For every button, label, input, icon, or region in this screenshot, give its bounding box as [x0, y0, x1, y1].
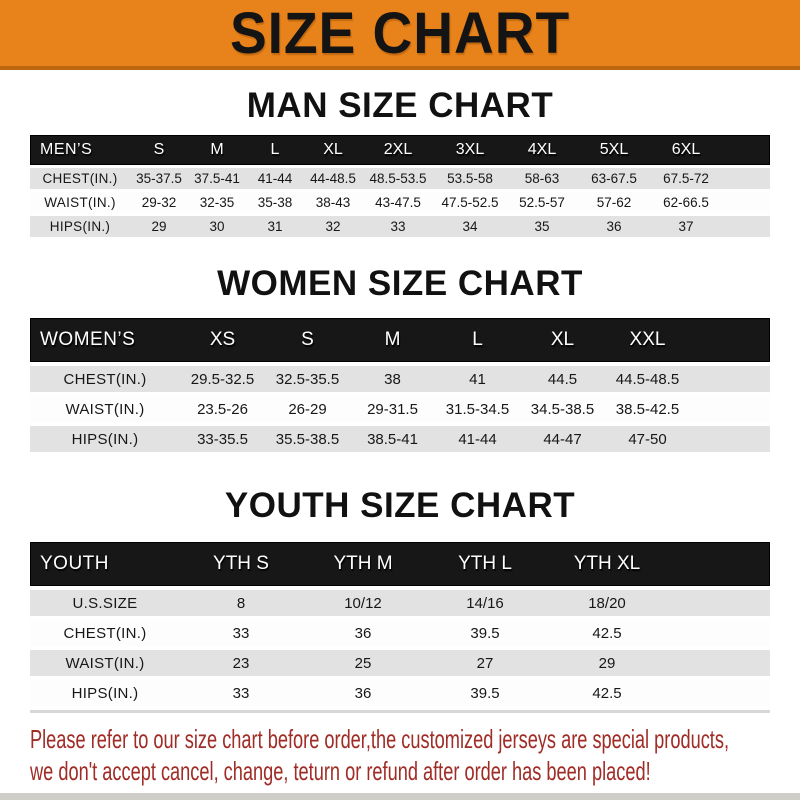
row-label: HIPS(IN.) [30, 680, 180, 706]
row-spacer [722, 168, 770, 189]
size-value-cell: 32 [304, 216, 362, 237]
size-value-cell: 44.5 [520, 366, 605, 392]
table-row [30, 620, 770, 646]
size-value-cell: 23.5-26 [180, 396, 265, 422]
size-value-cell: 31 [246, 216, 304, 237]
row-spacer [722, 216, 770, 237]
table-row [30, 168, 770, 189]
size-value-cell: 31.5-34.5 [435, 396, 520, 422]
size-value-cell: 29 [546, 650, 668, 676]
size-chart-table [30, 538, 770, 710]
size-column-header: 2XL [362, 135, 434, 165]
size-column-header: 4XL [506, 135, 578, 165]
size-value-cell: 32-35 [188, 192, 246, 213]
row-spacer [690, 396, 770, 422]
size-value-cell: 33 [180, 680, 302, 706]
size-value-cell: 32.5-35.5 [265, 366, 350, 392]
banner [0, 0, 800, 70]
row-spacer [690, 426, 770, 452]
size-value-cell: 36 [302, 680, 424, 706]
banner-title: SIZE CHART [229, 0, 571, 66]
table-header-bar [30, 318, 770, 362]
size-value-cell: 33 [180, 620, 302, 646]
header-spacer [690, 318, 770, 362]
row-spacer [668, 620, 770, 646]
size-column-header: YTH XL [546, 542, 668, 586]
size-value-cell: 41-44 [246, 168, 304, 189]
row-label: HIPS(IN.) [30, 216, 130, 237]
size-value-cell: 37.5-41 [188, 168, 246, 189]
size-value-cell: 23 [180, 650, 302, 676]
size-value-cell: 53.5-58 [434, 168, 506, 189]
size-value-cell: 30 [188, 216, 246, 237]
footer-disclaimer [30, 723, 800, 787]
row-label: U.S.SIZE [30, 590, 180, 616]
size-value-cell: 38.5-41 [350, 426, 435, 452]
size-value-cell: 35.5-38.5 [265, 426, 350, 452]
size-value-cell: 25 [302, 650, 424, 676]
size-value-cell: 39.5 [424, 620, 546, 646]
table-row [30, 192, 770, 213]
size-value-cell: 43-47.5 [362, 192, 434, 213]
youth-table-bottom-divider [30, 710, 770, 713]
row-spacer [668, 650, 770, 676]
size-value-cell: 38.5-42.5 [605, 396, 690, 422]
size-value-cell: 8 [180, 590, 302, 616]
size-value-cell: 44-47 [520, 426, 605, 452]
size-value-cell: 10/12 [302, 590, 424, 616]
womens-size-table [30, 314, 770, 456]
women-size-section [0, 264, 800, 456]
size-column-header: L [246, 135, 304, 165]
table-row [30, 216, 770, 237]
table-header-bar [30, 135, 770, 165]
youth-section-heading: YOUTH SIZE CHART [224, 486, 576, 525]
table-row [30, 396, 770, 422]
row-label: WAIST(IN.) [30, 396, 180, 422]
size-value-cell: 29-32 [130, 192, 188, 213]
header-spacer [668, 542, 770, 586]
size-column-header: 5XL [578, 135, 650, 165]
size-value-cell: 36 [578, 216, 650, 237]
bottom-edge-strip [0, 793, 800, 800]
table-corner-label: MEN’S [30, 135, 130, 165]
size-value-cell: 36 [302, 620, 424, 646]
size-value-cell: 63-67.5 [578, 168, 650, 189]
size-value-cell: 35-38 [246, 192, 304, 213]
size-value-cell: 14/16 [424, 590, 546, 616]
size-column-header: YTH M [302, 542, 424, 586]
size-column-header: XS [180, 318, 265, 362]
man-section-heading: MAN SIZE CHART [246, 86, 554, 125]
size-value-cell: 42.5 [546, 680, 668, 706]
size-value-cell: 33-35.5 [180, 426, 265, 452]
size-value-cell: 62-66.5 [650, 192, 722, 213]
row-label: CHEST(IN.) [30, 620, 180, 646]
size-chart-table [30, 132, 770, 240]
size-value-cell: 26-29 [265, 396, 350, 422]
size-column-header: M [350, 318, 435, 362]
table-row [30, 366, 770, 392]
size-column-header: XL [304, 135, 362, 165]
size-column-header: XL [520, 318, 605, 362]
size-column-header: XXL [605, 318, 690, 362]
table-row [30, 680, 770, 706]
size-value-cell: 29-31.5 [350, 396, 435, 422]
size-value-cell: 35-37.5 [130, 168, 188, 189]
table-row [30, 650, 770, 676]
size-value-cell: 27 [424, 650, 546, 676]
man-size-section [0, 86, 800, 240]
table-row [30, 590, 770, 616]
row-spacer [722, 192, 770, 213]
row-spacer [690, 366, 770, 392]
size-value-cell: 39.5 [424, 680, 546, 706]
size-value-cell: 34.5-38.5 [520, 396, 605, 422]
size-value-cell: 35 [506, 216, 578, 237]
youth-size-section [0, 486, 800, 713]
size-value-cell: 44.5-48.5 [605, 366, 690, 392]
size-value-cell: 52.5-57 [506, 192, 578, 213]
row-label: CHEST(IN.) [30, 168, 130, 189]
size-value-cell: 18/20 [546, 590, 668, 616]
disclaimer-line-2: we don't accept cancel, change, teturn or refund after order has been placed! [30, 756, 651, 786]
row-label: WAIST(IN.) [30, 192, 130, 213]
disclaimer-line-1: Please refer to our size chart before order,the customized jerseys are special products, [30, 724, 730, 754]
size-value-cell: 58-63 [506, 168, 578, 189]
size-value-cell: 44-48.5 [304, 168, 362, 189]
size-column-header: YTH S [180, 542, 302, 586]
size-value-cell: 29.5-32.5 [180, 366, 265, 392]
table-row [30, 426, 770, 452]
size-column-header: S [265, 318, 350, 362]
row-label: WAIST(IN.) [30, 650, 180, 676]
size-value-cell: 42.5 [546, 620, 668, 646]
mens-size-table [30, 132, 770, 240]
size-value-cell: 37 [650, 216, 722, 237]
row-spacer [668, 590, 770, 616]
size-column-header: S [130, 135, 188, 165]
charts-area [0, 86, 800, 713]
size-value-cell: 47-50 [605, 426, 690, 452]
women-section-heading: WOMEN SIZE CHART [217, 264, 583, 303]
size-value-cell: 38 [350, 366, 435, 392]
size-value-cell: 41-44 [435, 426, 520, 452]
size-chart-table [30, 314, 770, 456]
size-value-cell: 47.5-52.5 [434, 192, 506, 213]
size-value-cell: 57-62 [578, 192, 650, 213]
row-spacer [668, 680, 770, 706]
size-value-cell: 38-43 [304, 192, 362, 213]
size-column-header: L [435, 318, 520, 362]
size-column-header: 3XL [434, 135, 506, 165]
row-label: CHEST(IN.) [30, 366, 180, 392]
row-label: HIPS(IN.) [30, 426, 180, 452]
size-column-header: M [188, 135, 246, 165]
size-value-cell: 41 [435, 366, 520, 392]
size-column-header: 6XL [650, 135, 722, 165]
table-corner-label: WOMEN’S [30, 318, 180, 362]
table-corner-label: YOUTH [30, 542, 180, 586]
size-value-cell: 29 [130, 216, 188, 237]
table-header-bar [30, 542, 770, 586]
size-value-cell: 48.5-53.5 [362, 168, 434, 189]
size-column-header: YTH L [424, 542, 546, 586]
size-value-cell: 34 [434, 216, 506, 237]
youth-size-table [30, 538, 770, 710]
size-value-cell: 67.5-72 [650, 168, 722, 189]
size-value-cell: 33 [362, 216, 434, 237]
header-spacer [722, 135, 770, 165]
